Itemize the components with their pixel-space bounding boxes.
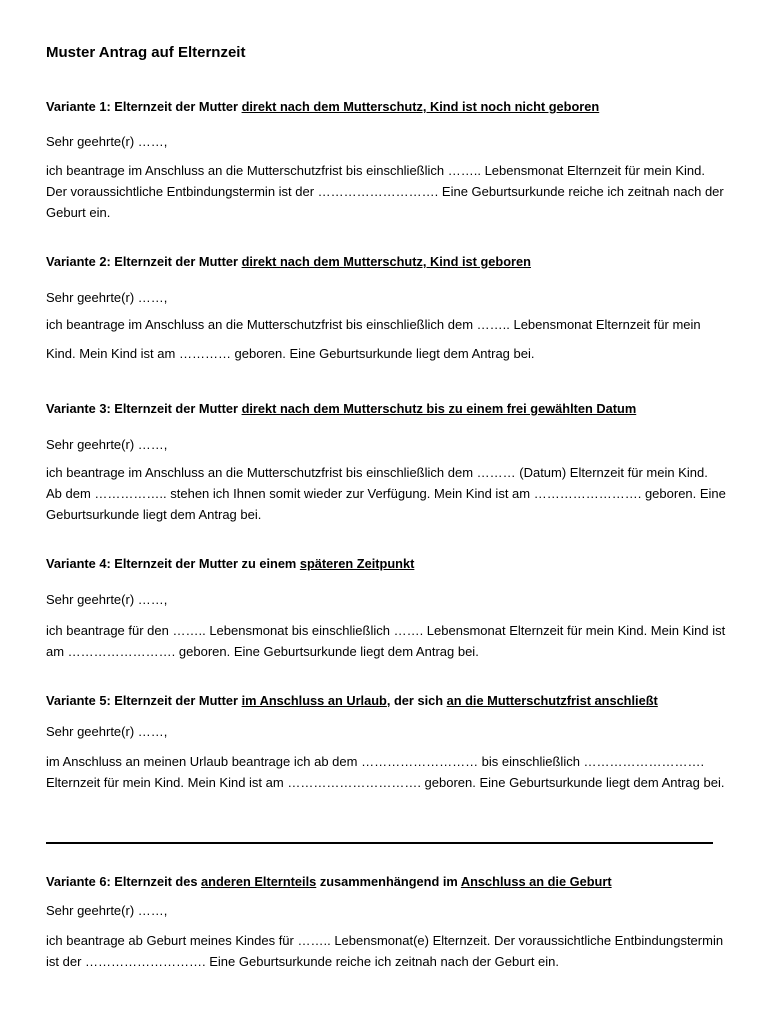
section-5-heading xyxy=(46,693,658,708)
section-6-heading-text-1: Variante 6: Elternzeit des xyxy=(46,874,202,889)
section-6-heading-text-2: zusammenhängend im xyxy=(316,874,461,889)
section-6-heading-underlined-1: anderen Elternteils xyxy=(201,874,317,889)
section-5-greeting: Sehr geehrte(r) ……, xyxy=(46,724,168,739)
section-1-heading-underlined: direkt nach dem Mutterschutz, Kind ist noch nicht geboren xyxy=(241,99,600,114)
section-6-greeting: Sehr geehrte(r) ……, xyxy=(46,903,168,918)
section-3-body: ich beantrage im Anschluss an die Mutterschutzfrist bis einschließlich dem ……… (Datum) Elternzeit für mein Kind. Ab dem …………….. stehen ich Ihnen somit wieder zur Verfügung. Mein Kind ist am ……………………. geboren. Eine Geburtsurkunde liegt dem Antrag bei. xyxy=(46,465,726,522)
section-3-heading xyxy=(46,401,636,416)
section-6-heading xyxy=(46,874,612,889)
section-3-heading-text: Variante 3: Elternzeit der Mutter xyxy=(46,401,242,416)
section-divider xyxy=(46,842,713,844)
document-title: Muster Antrag auf Elternzeit xyxy=(46,44,246,61)
section-2-heading-text: Variante 2: Elternzeit der Mutter xyxy=(46,254,242,269)
section-5-heading-underlined-2: an die Mutterschutzfrist anschließt xyxy=(446,693,658,708)
section-5-heading-underlined-1: im Anschluss an Urlaub xyxy=(241,693,387,708)
section-2-body: ich beantrage im Anschluss an die Mutterschutzfrist bis einschließlich dem …….. Lebensmonat Elternzeit für mein Kind. Mein Kind ist am ………… geboren. Eine Geburtsurkunde liegt dem Antrag bei. xyxy=(46,317,701,361)
section-5-body: im Anschluss an meinen Urlaub beantrage ich ab dem ……………………… bis einschließlich ………………………. Elternzeit für mein Kind. Mein Kind ist am …………………………. geboren. Eine Geburtsurkunde liegt dem Antrag bei. xyxy=(46,754,725,790)
section-5-heading-text-2: , der sich xyxy=(386,693,447,708)
section-5-heading-text-1: Variante 5: Elternzeit der Mutter xyxy=(46,693,242,708)
section-3-heading-underlined: direkt nach dem Mutterschutz bis zu einem frei gewählten Datum xyxy=(241,401,637,416)
section-6-heading-underlined-2: Anschluss an die Geburt xyxy=(460,874,612,889)
section-2-heading xyxy=(46,254,531,269)
section-3-greeting: Sehr geehrte(r) ……, xyxy=(46,437,168,452)
section-4-heading-text: Variante 4: Elternzeit der Mutter zu einem xyxy=(46,556,300,571)
section-4-heading xyxy=(46,556,414,571)
section-2-greeting: Sehr geehrte(r) ……, xyxy=(46,290,168,305)
section-1-greeting: Sehr geehrte(r) ……, xyxy=(46,134,168,149)
section-6-body: ich beantrage ab Geburt meines Kindes für …….. Lebensmonat(e) Elternzeit. Der voraussichtliche Entbindungstermin ist der ………………………. Eine Geburtsurkunde reiche ich zeitnah nach der Geburt ein. xyxy=(46,933,724,969)
section-4-greeting: Sehr geehrte(r) ……, xyxy=(46,592,168,607)
section-2-heading-underlined: direkt nach dem Mutterschutz, Kind ist geboren xyxy=(241,254,531,269)
section-1-heading xyxy=(46,99,599,114)
section-1-body: ich beantrage im Anschluss an die Mutterschutzfrist bis einschließlich …….. Lebensmonat Elternzeit für mein Kind. Der voraussichtliche Entbindungstermin ist der ………………………. Eine Geburtsurkunde reiche ich zeitnah nach der Geburt ein. xyxy=(46,163,724,220)
section-1-heading-text: Variante 1: Elternzeit der Mutter xyxy=(46,99,242,114)
section-4-heading-underlined: späteren Zeitpunkt xyxy=(299,556,415,571)
section-4-body: ich beantrage für den …….. Lebensmonat bis einschließlich ……. Lebensmonat Elternzeit für mein Kind. Mein Kind ist am ……………………. geboren. Eine Geburtsurkunde liegt dem Antrag bei. xyxy=(46,623,726,659)
